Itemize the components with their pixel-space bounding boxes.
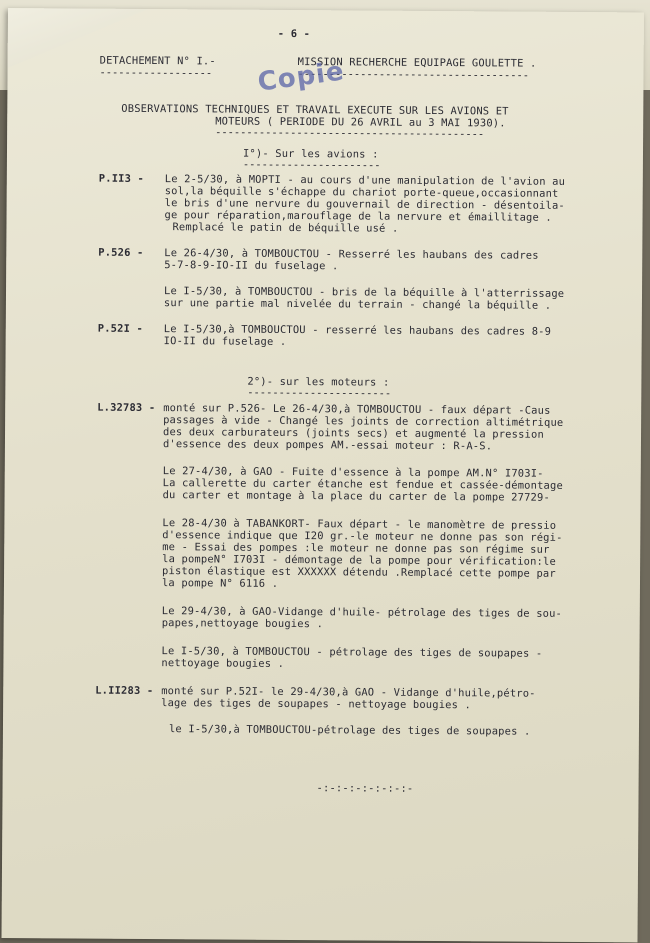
entry-line: monté sur P.52I- le 29-4/30,à GAO - Vidange d'huile,pétro- [161, 685, 536, 700]
page-number: - 6 - [277, 27, 311, 41]
entry-line: le I-5/30,à TOMBOUCTOU-pétrolage des tiges de soupapes . [168, 723, 531, 738]
title-underline: ------------------------------------------- [215, 126, 485, 141]
entry-line: IO-II du fuselage . [163, 335, 287, 348]
header-underline-right: ------------------------------------- [297, 68, 530, 82]
entry-line: monté sur P.526- Le 26-4/30,à TOMBOUCTOU - faux départ -Caus [163, 402, 551, 417]
entry-code: L.II283 - [95, 684, 154, 698]
entry-line: ge pour réparation,marouflage de la nervure et émaillitage . [164, 209, 552, 224]
entry-line: le bris d'une nervure du gouvernail de direction - désentoila- [164, 197, 565, 212]
entry-line: me - Essai des pompes :le moteur ne donne pas son régime sur [162, 541, 550, 556]
entry-line: piston élastique est XXXXXX détendu .Remplacé cette pompe par [162, 565, 556, 580]
entry-line: Le 27-4/30, à GAO - Fuite d'essence à la pompe AM.N° I703I- [162, 465, 544, 480]
entry-line: des deux carburateurs (joints secs) et augmenté la pression [163, 426, 544, 441]
entry-line: Le 26-4/30, à TOMBOUCTOU - Resserré les haubans des cadres [164, 247, 539, 262]
entry-line: passages à vide - Changé les joints de correction altimétrique [163, 414, 564, 429]
copie-stamp: Copie [255, 56, 347, 98]
entry-line: sol,la béquille s'échappe du chariot porte-queue,occasionnant [164, 185, 559, 200]
entry-line: Le I-5/30, à TOMBOUCTOU - pétrolage des tiges de soupapes - [161, 645, 543, 660]
entry-line: sur une partie mal nivelée du terrain - changé la béquille . [163, 297, 552, 312]
entry-line: papes,nettoyage bougies . [161, 617, 324, 631]
footer-ornament: -:-:-:-:-:-:-:- [316, 782, 414, 795]
header-left: DETACHEMENT N° I.- [99, 54, 216, 68]
entry-line: 5-7-8-9-IO-II du fuselage . [164, 259, 339, 273]
header-underline-left: ------------------ [99, 66, 213, 80]
entry-line: Le 29-4/30, à GAO-Vidange d'huile- pétrolage des tiges de sou- [161, 605, 563, 620]
section1-heading: I°)- Sur les avions : [242, 147, 379, 161]
entry-line: Remplacé le patin de béquille usé . [172, 221, 399, 235]
entry-line: la pompe N° 6116 . [161, 577, 279, 590]
entry-line: Le I-5/30,à TOMBOUCTOU - resserré les haubans des cadres 8-9 [163, 323, 552, 338]
entry-code: P.II3 - [98, 172, 145, 185]
entry-line: du carter et montage à la place du carter de la pompe 27729- [162, 489, 550, 504]
section1-underline: ---------------------- [242, 158, 381, 172]
entry-code: P.526 - [98, 246, 144, 259]
entry-line: Le I-5/30, à TOMBOUCTOU - bris de la béquille à l'atterrissage [163, 285, 565, 300]
entry-line: La callerette du carter étanche est fendue et cassée-démontage [162, 477, 563, 492]
entry-line: d'essence des deux pompes AM.-essai moteur : R-A-S. [162, 438, 493, 453]
entry-line: la pompeN° I703I - démontage de la pompe pour vérification:le [162, 553, 557, 568]
section2-heading: 2°)- sur les moteurs : [247, 375, 390, 389]
section2-underline: ----------------------- [247, 386, 392, 400]
title-line-2: MOTEURS ( PERIODE DU 26 AVRIL au 3 MAI 1930). [215, 115, 506, 130]
entry-line: d'essence indique que I20 gr.-le moteur ne donne pas son régi- [162, 529, 563, 544]
entry-line: Le 28-4/30 à TABANKORT- Faux départ - le manomètre de pressio [162, 517, 557, 532]
entry-code: P.52I - [97, 322, 144, 335]
document-page [2, 8, 644, 942]
entry-line: nettoyage bougies . [161, 657, 285, 670]
entry-line: lage des tiges de soupapes - nettoyage bougies . [161, 697, 472, 712]
entry-line: Le 2-5/30, à MOPTI - au cours d'une manipulation de l'avion au [164, 173, 566, 188]
entry-code: L.32783 - [97, 401, 156, 415]
header-right: MISSION RECHERCHE EQUIPAGE GOULETTE . [297, 56, 537, 70]
title-line-1: OBSERVATIONS TECHNIQUES ET TRAVAIL EXECUTE SUR LES AVIONS ET [121, 102, 509, 118]
